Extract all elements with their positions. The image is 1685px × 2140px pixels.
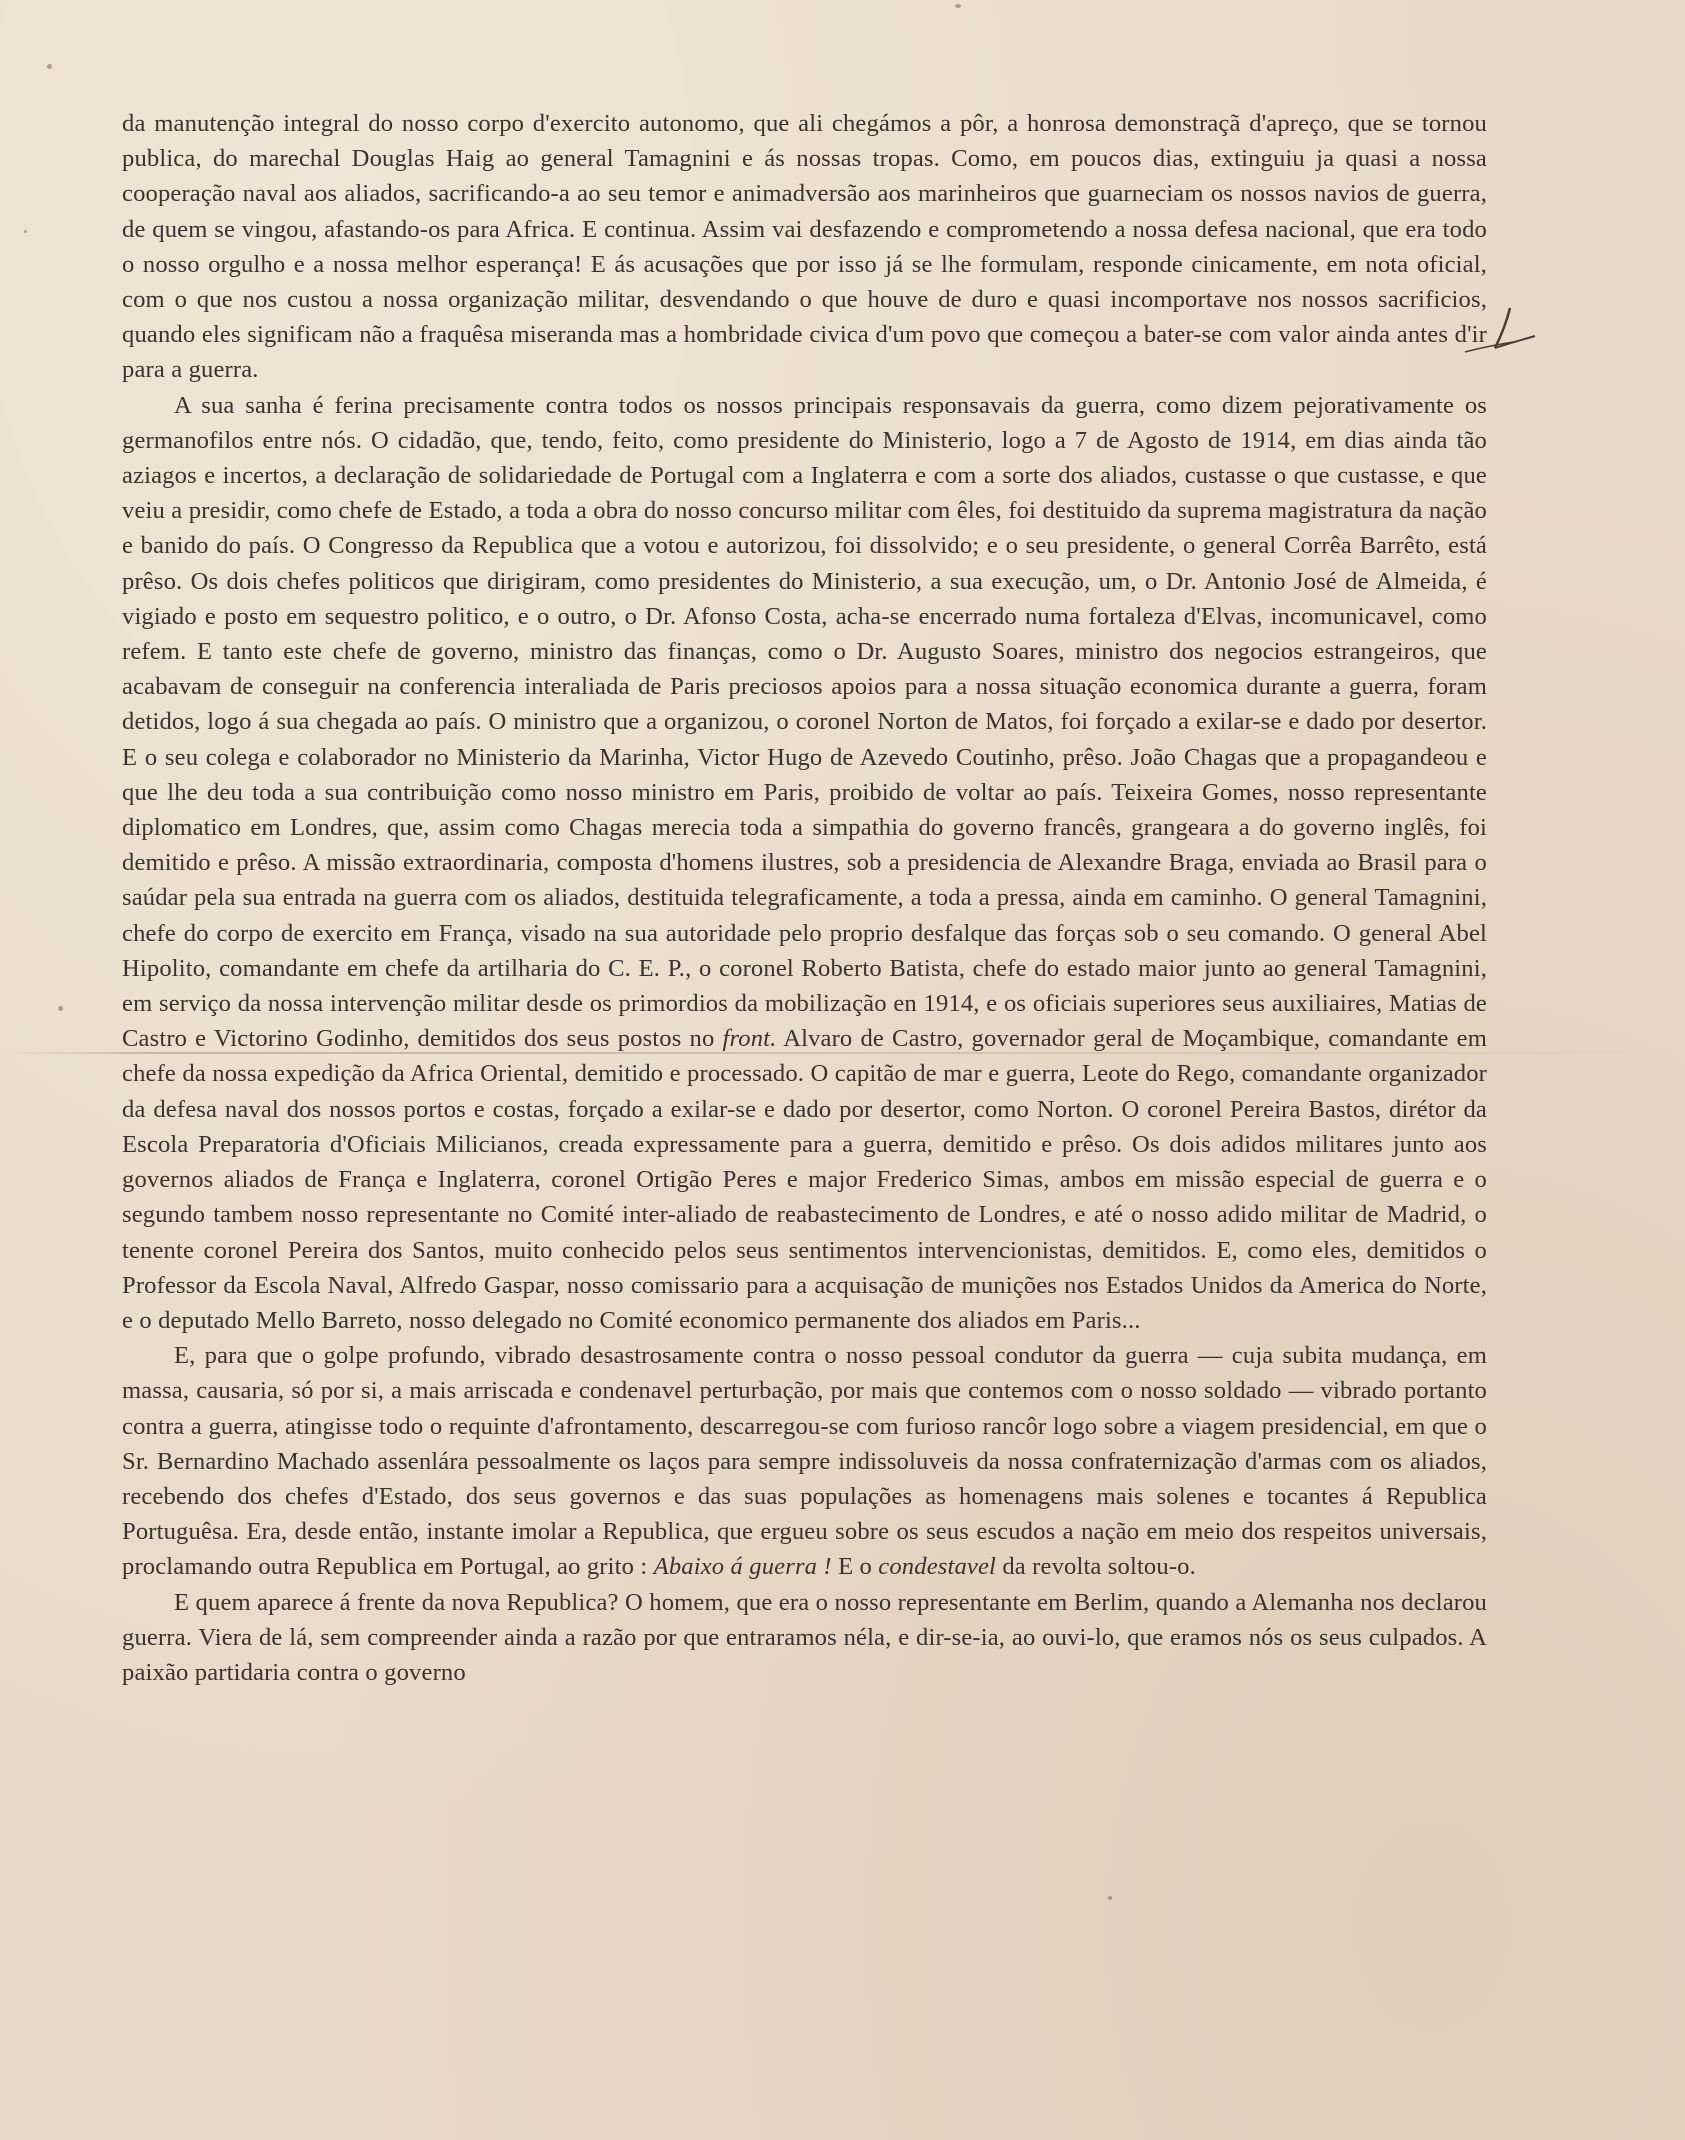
para1-line: da manutenção integral do nosso corpo d'exercito autonomo, que ali chegámos a pôr, a honrosa demonstraçã <box>122 110 1241 137</box>
para1-line: poucos dias, extinguiu ja quasi a nossa cooperação naval aos aliados, sacrificando-a ao seu temor e animadversão <box>122 145 1487 208</box>
para1-line: nos nossos sacrificios, quando eles significam não a fraquêsa miseranda mas a hombridade civica d'um povo <box>122 286 1487 349</box>
para3-text: E, para que o golpe profundo, vibrado desastrosamente contra o nosso pessoal condutor da guerra — cuja subita mudança, em massa, causaria, só por si, a mais arriscada e condenavel perturbação, por mais que contemos com o nosso soldado — vibrado portanto contra a guerra, atingisse todo o requinte d'afrontamento, descarregou-se com furioso rancôr logo sobre a viagem presidencial, em que o Sr. Bernardino Machado assenlára pessoalmente os laços para sempre indissoluveis da nossa confraternização d'armas com os aliados, recebendo dos chefes d'Estado, dos seus governos e das suas populações as homenagens mais solenes e tocantes á Republica Portuguêsa. Era, desde então, instante imolar a Republica, que ergueu sobre os seus escudos a nação em meio dos respeitos universais, proclamando outra Republica em Portugal, ao grito : <box>122 1342 1487 1581</box>
paragraph-4 <box>122 1585 1487 1691</box>
para1-line: d'apreço, que se tornou publica, do marechal Douglas Haig ao general Tamagnini e ás nossas tropas. Como, em <box>122 110 1487 173</box>
para1-line: que começou a bater-se com valor ainda antes d'ir para a guerra. <box>122 321 1487 384</box>
paragraph-3 <box>122 1338 1487 1584</box>
para3-shout-italic: Abaixo á guerra ! <box>653 1553 832 1581</box>
para3-condestavel-italic: condestavel <box>878 1553 997 1581</box>
para2-text: A sua sanha é ferina precisamente contra todos os nossos principais responsavais da guerra, como dizem pejorativamente os germanofilos entre nós. O cidadão, que, tendo, feito, como presidente do Ministerio, logo a 7 de Agosto de 1914, em dias ainda tão aziagos e incertos, a declaração de solidariedade de Portugal com a Inglaterra e com a sorte dos aliados, custasse o que custasse, e que veiu a presidir, como chefe de Estado, a toda a obra do nosso concurso militar com êles, foi destituido da suprema magistratura da nação e banido do país. O Congresso da Republica que a votou e autorizou, foi dissolvido; e o seu presidente, o general Corrêa Barrêto, está prêso. Os dois chefes politicos que dirigiram, como presidentes do Ministerio, a sua execução, um, o Dr. Antonio José de Almeida, é vigiado e posto em sequestro politico, e o outro, o Dr. Afonso Costa, acha-se encerrado numa fortaleza d'Elvas, incomunicavel, como refem. E tanto este chefe de governo, ministro das finanças, como o Dr. Augusto Soares, ministro dos negocios estrangeiros, que acabavam de conseguir na conferencia interaliada de Paris preciosos apoios para a nossa situação economica durante a guerra, foram detidos, logo á sua chegada ao país. O ministro que a organizou, o coronel Norton de Matos, foi forçado a exilar-se e dado por desertor. E o seu colega e colaborador no Ministerio da Marinha, Victor Hugo de Azevedo Coutinho, prêso. João Chagas que a propagandeou e que lhe deu toda a sua contribuição como nosso ministro em Paris, proibido de voltar ao país. Teixeira Gomes, nosso representante diplomatico em Londres, que, assim como Chagas merecia toda a simpathia do governo francês, grangeara a do governo inglês, foi demitido e prêso. A missão extraordinaria, composta d'homens ilustres, sob a presidencia de Alexandre Braga, enviada ao Brasil para o saúdar pela sua entrada na guerra com os aliados, destituida telegraficamente, a toda a pressa, ainda em caminho. O general Tamagnini, chefe do corpo de exercito em França, visado na sua autoridade pelo proprio desfalque das forças sob o seu comando. O general Abel Hipolito, comandante em chefe da artilharia do C. E. P., o coronel Roberto Batista, chefe do estado maior junto ao general Tamagnini, em serviço da nossa intervenção militar desde os primordios da mobilização en 1914, e os oficiais superiores seus auxiliaires, Matias de Castro e Victorino Godinho, demitidos dos seus postos no <box>122 391 1487 1053</box>
para1-line: aos marinheiros que guarneciam os nossos navios de guerra, de quem se vingou, afastando-os para Africa. E <box>122 180 1487 243</box>
paper-speck <box>1108 1896 1112 1900</box>
para1-line: com o que nos custou a nossa organização militar, desvendando o que houve de duro e quasi incomportave <box>122 286 1248 314</box>
para2-rest: Alvaro de Castro, governador geral de Moçambique, comandante em chefe da nossa expedição da Africa Oriental, demitido e processado. O capitão de mar e guerra, Leote do Rego, comandante organizador da defesa naval dos nossos portos e costas, forçado a exilar-se e dado por desertor, como Norton. O coronel Pereira Bastos, dirétor da Escola Preparatoria d'Oficiais Milicianos, creada expressamente para a guerra, demitido e prêso. Os dois adidos militares junto aos governos aliados de França e Inglaterra, coronel Ortigão Peres e major Frederico Simas, ambos em missão especial de guerra e o segundo tambem nosso representante no Comité inter-aliado de reabastecimento de Londres, e até o nosso adido militar de Madrid, o tenente coronel Pereira dos Santos, muito conhecido pelos seus sentimentos intervencionistas, demitidos. E, como eles, demitidos o Professor da Escola Naval, Alfredo Gaspar, nosso comissario para a acquisação de munições nos Estados Unidos da America do Norte, e o deputado Mello Barreto, nosso delegado no Comité economico permanente dos aliados em Paris... <box>122 1025 1487 1334</box>
para1-line: continua. Assim vai desfazendo e comprometendo a nossa defesa nacional, que era todo o nosso orgulho e a <box>122 215 1487 278</box>
para3-mid: E o <box>838 1553 872 1581</box>
paper-speck <box>47 64 52 69</box>
document-body <box>122 106 1487 1690</box>
para4-text: E quem aparece á frente da nova Republica? O homem, que era o nosso representante em Berlim, quando a Alemanha nos declarou guerra. Viera de lá, sem compreender ainda a razão por que entraramos néla, e dir-se-ia, ao ouvi-lo, que eramos nós os seus culpados. A paixão partidaria contra o governo <box>122 1588 1487 1686</box>
paragraph-2 <box>122 388 1487 1338</box>
para3-end: da revolta soltou-o. <box>1002 1553 1196 1581</box>
paper-speck <box>955 4 961 8</box>
paper-speck <box>24 230 27 233</box>
paragraph-1 <box>122 106 1487 388</box>
para1-line: nossa melhor esperança! E ás acusações que por isso já se lhe formulam, responde cinicamente, em nota oficial, <box>332 250 1487 278</box>
paper-speck <box>58 1006 63 1011</box>
handwritten-margin-mark-icon <box>1455 300 1545 370</box>
para2-front-italic: front. <box>722 1025 777 1053</box>
